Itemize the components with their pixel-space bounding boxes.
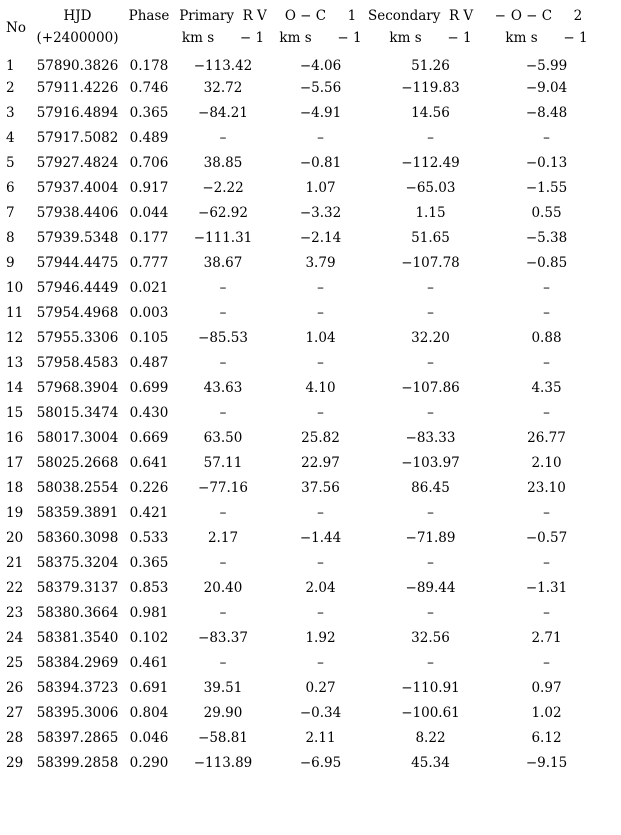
cell-oc1: – (317, 554, 324, 571)
cell-secondary-rv: – (427, 554, 434, 571)
cell-secondary-rv: −119.83 (401, 79, 460, 96)
cell-primary-rv: – (219, 504, 227, 521)
table-row (0, 550, 600, 575)
cell-hjd: 57938.4406 (36, 204, 119, 221)
cell-primary-rv: 32.72 (203, 79, 243, 96)
table-row (0, 725, 600, 750)
table-row (0, 200, 600, 225)
table-row (0, 525, 600, 550)
cell-oc1: – (317, 604, 324, 621)
cell-no: 29 (6, 754, 24, 771)
cell-hjd: 58017.3004 (36, 429, 119, 446)
cell-secondary-rv: −107.78 (401, 254, 460, 271)
cell-secondary-rv: −112.49 (401, 154, 460, 171)
cell-phase: 0.003 (129, 304, 169, 321)
table-row (0, 100, 600, 125)
cell-oc1: 37.56 (301, 479, 340, 496)
cell-primary-rv: 20.40 (203, 579, 243, 596)
cell-phase: 0.021 (129, 279, 169, 296)
cell-secondary-rv: – (427, 504, 434, 521)
cell-oc1: 0.27 (305, 679, 336, 696)
col-header-primary-rv: Primary R V (179, 7, 267, 24)
cell-oc1: 1.04 (305, 329, 336, 346)
table-row (0, 500, 600, 525)
col-subheader-phase (125, 25, 173, 50)
cell-oc1: −0.34 (299, 704, 342, 721)
cell-hjd: 58359.3891 (36, 504, 119, 521)
cell-oc1: – (317, 304, 324, 321)
cell-oc1: 1.07 (305, 179, 336, 196)
col-subheader-hjd: (+2400000) (36, 29, 119, 46)
cell-secondary-rv: −103.97 (401, 454, 460, 471)
cell-no: 10 (6, 279, 24, 296)
cell-oc1: −4.91 (299, 104, 342, 121)
table-row (0, 375, 600, 400)
cell-oc1: −3.32 (299, 204, 342, 221)
cell-phase: 0.669 (129, 429, 169, 446)
cell-hjd: 57937.4004 (36, 179, 119, 196)
cell-secondary-rv: – (427, 404, 434, 421)
cell-hjd: 58394.3723 (36, 679, 119, 696)
cell-oc2: −5.38 (525, 229, 568, 246)
cell-no: 1 (6, 57, 15, 74)
cell-primary-rv: – (219, 304, 227, 321)
cell-phase: 0.177 (129, 229, 169, 246)
cell-primary-rv: −113.42 (193, 57, 253, 74)
cell-oc2: −9.04 (525, 79, 568, 96)
table-row (0, 425, 600, 450)
cell-primary-rv: −2.22 (202, 179, 244, 196)
cell-oc2: −0.57 (525, 529, 568, 546)
cell-hjd: 58038.2554 (36, 479, 119, 496)
cell-primary-rv: −85.53 (198, 329, 248, 346)
cell-oc1: 25.82 (301, 429, 340, 446)
cell-phase: 0.981 (129, 604, 169, 621)
cell-oc2: 6.12 (531, 729, 562, 746)
cell-phase: 0.044 (129, 204, 169, 221)
cell-phase: 0.691 (129, 679, 169, 696)
cell-hjd: 57968.3904 (36, 379, 119, 396)
cell-oc2: – (543, 129, 550, 146)
col-header-phase: Phase (128, 7, 170, 24)
cell-secondary-rv: 86.45 (411, 479, 450, 496)
cell-no: 14 (6, 379, 24, 396)
cell-no: 28 (6, 729, 24, 746)
cell-secondary-rv: −65.03 (405, 179, 456, 196)
cell-phase: 0.102 (129, 629, 169, 646)
cell-phase: 0.489 (129, 129, 169, 146)
cell-oc1: −2.14 (299, 229, 342, 246)
cell-secondary-rv: −71.89 (405, 529, 456, 546)
cell-hjd: 57917.5082 (36, 129, 119, 146)
col-subheader-primary-unit: km s − 1 (181, 29, 265, 46)
cell-phase: 0.487 (129, 354, 169, 371)
cell-phase: 0.430 (129, 404, 169, 421)
col-header-oc1: O − C 1 (284, 7, 357, 24)
cell-primary-rv: −84.21 (198, 104, 248, 121)
cell-hjd: 58381.3540 (36, 629, 119, 646)
cell-primary-rv: – (219, 279, 227, 296)
cell-oc2: 0.97 (531, 679, 562, 696)
cell-no: 18 (6, 479, 24, 496)
cell-phase: 0.853 (129, 579, 169, 596)
cell-no: 9 (6, 254, 15, 271)
cell-primary-rv: – (219, 554, 227, 571)
cell-hjd: 57939.5348 (36, 229, 119, 246)
cell-oc2: 23.10 (527, 479, 566, 496)
cell-oc2: – (543, 604, 550, 621)
cell-secondary-rv: 32.20 (411, 329, 450, 346)
cell-oc1: 1.92 (305, 629, 336, 646)
table-row (0, 225, 600, 250)
cell-oc2: −9.15 (525, 754, 568, 771)
cell-no: 7 (6, 204, 15, 221)
table-row (0, 325, 600, 350)
cell-oc1: 4.10 (305, 379, 336, 396)
cell-oc2: – (543, 404, 550, 421)
cell-no: 24 (6, 629, 24, 646)
cell-oc1: – (317, 404, 324, 421)
col-header-secondary-rv: Secondary R V − (368, 7, 506, 24)
cell-oc1: – (317, 654, 324, 671)
cell-secondary-rv: 45.34 (411, 754, 450, 771)
table-row (0, 250, 600, 275)
cell-primary-rv: −83.37 (198, 629, 248, 646)
cell-hjd: 58380.3664 (36, 604, 119, 621)
cell-secondary-rv: – (427, 654, 434, 671)
cell-oc1: – (317, 129, 324, 146)
col-header-hjd: HJD (63, 7, 92, 24)
cell-oc1: – (317, 279, 324, 296)
cell-primary-rv: 38.85 (203, 154, 243, 171)
cell-hjd: 58379.3137 (36, 579, 119, 596)
cell-secondary-rv: −107.86 (401, 379, 460, 396)
cell-phase: 0.178 (129, 57, 169, 74)
cell-primary-rv: −58.81 (198, 729, 248, 746)
cell-secondary-rv: 14.56 (411, 104, 450, 121)
cell-secondary-rv: 1.15 (415, 204, 446, 221)
cell-no: 19 (6, 504, 24, 521)
table-row (0, 150, 600, 175)
cell-secondary-rv: – (427, 304, 434, 321)
header-row-2 (0, 25, 600, 50)
cell-oc1: −6.95 (299, 754, 342, 771)
cell-phase: 0.365 (129, 554, 169, 571)
cell-oc1: −1.44 (299, 529, 342, 546)
table-row (0, 650, 600, 675)
cell-oc1: – (317, 504, 324, 521)
cell-no: 21 (6, 554, 24, 571)
cell-secondary-rv: – (427, 129, 434, 146)
cell-oc2: −0.85 (525, 254, 568, 271)
cell-primary-rv: −111.31 (193, 229, 253, 246)
cell-secondary-rv: 51.65 (411, 229, 450, 246)
cell-oc1: −5.56 (299, 79, 342, 96)
table-row (0, 750, 600, 775)
table-row (0, 50, 600, 75)
cell-primary-rv: 38.67 (203, 254, 243, 271)
cell-oc2: – (543, 279, 550, 296)
header-row-1 (0, 0, 600, 25)
cell-primary-rv: 43.63 (203, 379, 243, 396)
cell-oc2: 1.02 (531, 704, 562, 721)
table-row (0, 400, 600, 425)
cell-primary-rv: – (219, 354, 227, 371)
cell-primary-rv: −77.16 (198, 479, 248, 496)
cell-oc2: 0.55 (531, 204, 562, 221)
cell-hjd: 57955.3306 (36, 329, 119, 346)
col-subheader-oc1-unit: km s − 1 (279, 29, 362, 46)
cell-no: 27 (6, 704, 24, 721)
cell-no: 20 (6, 529, 24, 546)
table-row (0, 700, 600, 725)
cell-hjd: 58384.2969 (36, 654, 119, 671)
cell-primary-rv: – (219, 129, 227, 146)
col-header-oc2: O − C 2 (510, 7, 583, 24)
cell-oc2: 4.35 (531, 379, 562, 396)
cell-no: 17 (6, 454, 24, 471)
cell-oc2: – (543, 354, 550, 371)
cell-phase: 0.917 (129, 179, 169, 196)
cell-no: 15 (6, 404, 24, 421)
cell-no: 5 (6, 154, 15, 171)
table-row (0, 625, 600, 650)
table-row (0, 275, 600, 300)
cell-oc2: – (543, 654, 550, 671)
cell-hjd: 58397.2865 (36, 729, 119, 746)
cell-no: 11 (6, 304, 24, 321)
cell-primary-rv: – (219, 604, 227, 621)
cell-secondary-rv: – (427, 604, 434, 621)
cell-hjd: 57958.4583 (36, 354, 119, 371)
cell-primary-rv: – (219, 654, 227, 671)
table-row (0, 600, 600, 625)
cell-oc1: 22.97 (301, 454, 340, 471)
cell-phase: 0.746 (129, 79, 169, 96)
table-row (0, 125, 600, 150)
cell-oc2: 2.71 (531, 629, 562, 646)
cell-hjd: 58360.3098 (36, 529, 119, 546)
cell-phase: 0.641 (129, 454, 169, 471)
cell-primary-rv: 39.51 (203, 679, 243, 696)
cell-secondary-rv: −100.61 (401, 704, 460, 721)
cell-oc1: 3.79 (305, 254, 336, 271)
cell-oc1: 2.11 (305, 729, 336, 746)
cell-primary-rv: 57.11 (203, 454, 243, 471)
cell-oc1: 2.04 (305, 579, 336, 596)
cell-oc2: 2.10 (531, 454, 562, 471)
cell-primary-rv: – (219, 404, 227, 421)
cell-no: 16 (6, 429, 24, 446)
cell-phase: 0.533 (129, 529, 169, 546)
cell-oc2: – (543, 554, 550, 571)
cell-hjd: 58375.3204 (36, 554, 119, 571)
table-row (0, 75, 600, 100)
cell-oc2: −8.48 (525, 104, 568, 121)
cell-no: 23 (6, 604, 24, 621)
cell-oc2: – (543, 304, 550, 321)
cell-phase: 0.699 (129, 379, 169, 396)
cell-primary-rv: 2.17 (207, 529, 239, 546)
cell-phase: 0.226 (129, 479, 169, 496)
cell-no: 25 (6, 654, 24, 671)
cell-hjd: 58015.3474 (36, 404, 119, 421)
cell-oc2: −5.99 (525, 57, 568, 74)
cell-phase: 0.421 (129, 504, 169, 521)
cell-primary-rv: 29.90 (203, 704, 243, 721)
cell-no: 4 (6, 129, 15, 146)
table-row (0, 475, 600, 500)
cell-oc1: −4.06 (299, 57, 342, 74)
cell-hjd: 58395.3006 (36, 704, 119, 721)
cell-no: 26 (6, 679, 24, 696)
cell-phase: 0.290 (129, 754, 169, 771)
cell-primary-rv: −113.89 (193, 754, 253, 771)
cell-oc1: – (317, 354, 324, 371)
cell-phase: 0.706 (129, 154, 169, 171)
cell-secondary-rv: 8.22 (415, 729, 446, 746)
cell-no: 13 (6, 354, 24, 371)
table-row (0, 675, 600, 700)
col-header-no: No (6, 20, 26, 36)
cell-phase: 0.046 (129, 729, 169, 746)
cell-no: 2 (6, 79, 15, 96)
cell-phase: 0.777 (129, 254, 169, 271)
table-row (0, 575, 600, 600)
cell-phase: 0.804 (129, 704, 169, 721)
cell-hjd: 57916.4894 (36, 104, 119, 121)
cell-secondary-rv: −83.33 (405, 429, 456, 446)
cell-hjd: 58025.2668 (36, 454, 119, 471)
cell-hjd: 57944.4475 (36, 254, 119, 271)
cell-oc2: 0.88 (531, 329, 562, 346)
cell-hjd: 57946.4449 (36, 279, 119, 296)
cell-hjd: 57954.4968 (36, 304, 119, 321)
cell-secondary-rv: −110.91 (401, 679, 460, 696)
table-body (0, 50, 600, 775)
cell-no: 12 (6, 329, 24, 346)
table-row (0, 350, 600, 375)
cell-hjd: 57890.3826 (36, 57, 119, 74)
cell-secondary-rv: 51.26 (411, 57, 450, 74)
cell-secondary-rv: 32.56 (411, 629, 450, 646)
cell-secondary-rv: – (427, 354, 434, 371)
table-row (0, 300, 600, 325)
cell-oc2: −1.55 (525, 179, 568, 196)
cell-phase: 0.365 (129, 104, 169, 121)
cell-secondary-rv: −89.44 (405, 579, 456, 596)
cell-oc1: −0.81 (299, 154, 342, 171)
cell-primary-rv: −62.92 (198, 204, 248, 221)
col-subheader-oc2-unit: km s − 1 (505, 29, 588, 46)
table-row (0, 175, 600, 200)
cell-no: 8 (6, 229, 15, 246)
cell-hjd: 57911.4226 (36, 79, 119, 96)
cell-hjd: 57927.4824 (36, 154, 119, 171)
table-header (0, 0, 600, 50)
cell-secondary-rv: – (427, 279, 434, 296)
cell-oc2: 26.77 (527, 429, 566, 446)
cell-hjd: 58399.2858 (36, 754, 119, 771)
cell-oc2: −0.13 (525, 154, 568, 171)
cell-no: 22 (6, 579, 24, 596)
cell-no: 6 (6, 179, 15, 196)
cell-phase: 0.105 (129, 329, 169, 346)
cell-no: 3 (6, 104, 15, 121)
col-subheader-secondary-unit: km s − 1 (389, 29, 472, 46)
table-row (0, 450, 600, 475)
cell-oc2: −1.31 (525, 579, 568, 596)
cell-phase: 0.461 (129, 654, 169, 671)
cell-oc2: – (543, 504, 550, 521)
cell-primary-rv: 63.50 (203, 429, 243, 446)
